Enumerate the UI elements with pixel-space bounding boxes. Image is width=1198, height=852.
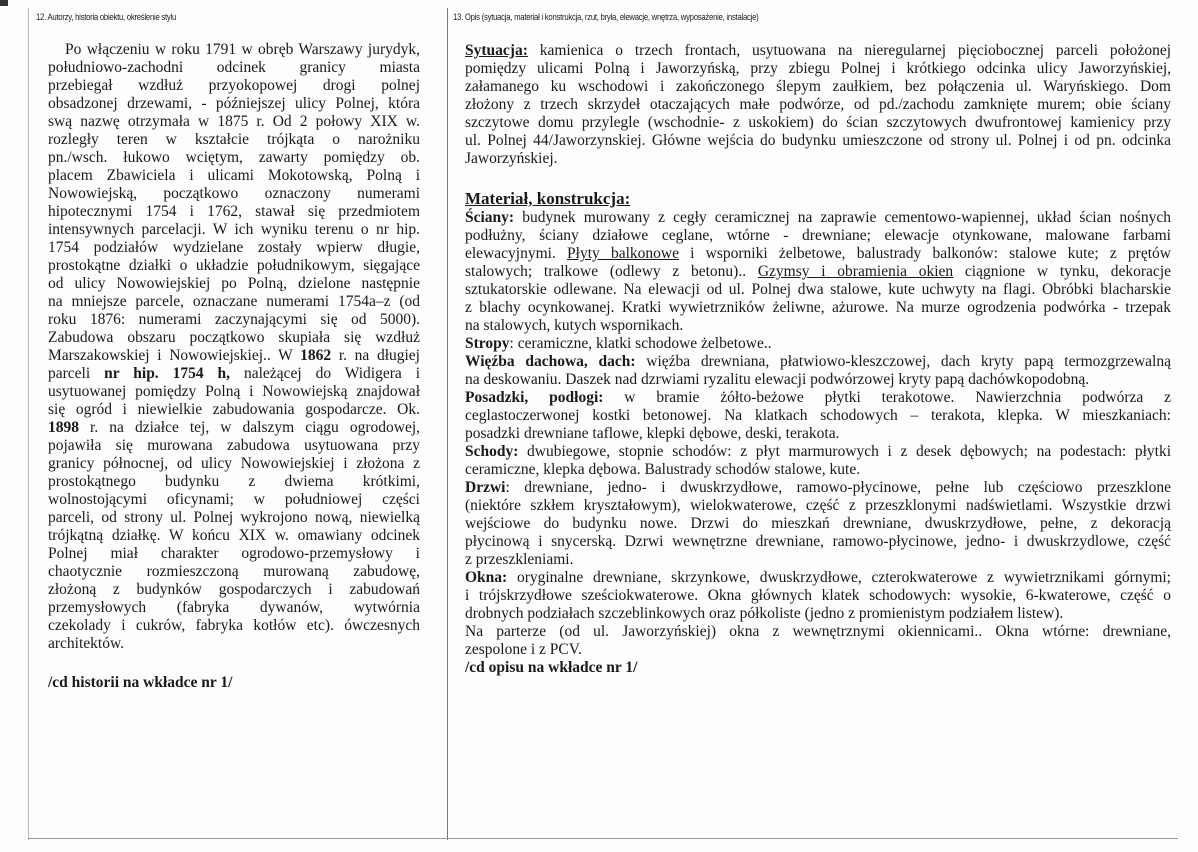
paragraph bbox=[465, 623, 1171, 659]
text-span: załamanego ku wschodowi i zakończonego ślepym zaułkiem, bez połączenia ul. Waryńskiego. Dom bbox=[465, 78, 1171, 95]
text-span: wolnostojącymi oficynami; w południowej części bbox=[48, 491, 420, 508]
text-span: usytuowanej pomiędzy Polną i Nowowiejską znajdował bbox=[48, 383, 420, 400]
paragraph bbox=[465, 443, 1171, 479]
text-span: szczytowe domu przylegle (wschodnie- z uskokiem) do ścian szczytowych dwufrontowej kamienicy przy bbox=[465, 114, 1171, 131]
text-span: się ogród i niewielkie zabudowania gospodarcze. Ok. bbox=[48, 401, 420, 418]
text-line bbox=[465, 189, 1171, 209]
text-line bbox=[48, 59, 420, 77]
text-line bbox=[465, 78, 1171, 96]
text-span: prostokątne działki o układzie południkowym, sięgające bbox=[48, 257, 420, 274]
text-line bbox=[48, 131, 420, 149]
description-column bbox=[465, 42, 1171, 677]
text-line bbox=[48, 185, 420, 203]
text-span: (niektóre szkłem kryształowym), wielokwaterowe, część z przeszklonymi nadświetlami. Wszystkie drzwi bbox=[465, 497, 1171, 514]
emphasized-text: /cd opisu na wkładce nr 1/ bbox=[465, 659, 638, 676]
text-line bbox=[48, 545, 420, 563]
text-span: czekolady i cukrów, fabryka kotłów etc). ówczesnych bbox=[48, 617, 420, 634]
page-border-left bbox=[28, 8, 29, 840]
text-line bbox=[48, 437, 420, 455]
text-span: r. na długiej bbox=[331, 347, 420, 364]
text-span: na stalowych, kutych wspornikach. bbox=[465, 317, 684, 334]
text-line bbox=[48, 293, 420, 311]
text-line bbox=[48, 527, 420, 545]
text-span: r. na działce tej, w dalszym ciągu ogrodowej, bbox=[79, 419, 420, 436]
text-span: Zabudowa obszaru początkowo skupiała się wzdłuż bbox=[48, 329, 420, 346]
text-line bbox=[48, 509, 420, 527]
text-span: płycinową i snycerską. Dzrwi wewnętrzne drewniane, ramowo-płycinowe, jedno- i dwuskrzydlowe, część bbox=[465, 533, 1171, 550]
text-line bbox=[48, 365, 420, 383]
text-span: przebiegał wzdłuż przyokopowej drogi polnej bbox=[48, 77, 420, 94]
text-span: pn./wsch. łukowo wciętym, zawarty pomiędzy ob. bbox=[48, 149, 420, 166]
text-span: placem Zbawiciela i ulicami Mokotowską, Polną i bbox=[48, 167, 420, 184]
text-line bbox=[48, 473, 420, 491]
text-line bbox=[48, 149, 420, 167]
text-span: południowo-zachodni odcinek granicy miasta bbox=[48, 59, 420, 76]
history-column bbox=[48, 41, 420, 692]
text-span: hipotecznymi 1754 i 1762, stawał się przedmiotem bbox=[48, 203, 420, 220]
text-line bbox=[465, 209, 1171, 227]
emphasized-text: Drzwi bbox=[465, 479, 506, 496]
text-span: drobnych podziałach szczeblinkowych oraz półkoliste (jedno z promienistym podziałem listew). bbox=[465, 605, 1064, 622]
text-span: trójkątną działkę. W końcu XIX w. omawiany odcinek bbox=[48, 527, 420, 544]
text-span: złożony z trzech skrzydeł otaczających małe podwórze, od pd./zachodu zamknięte murem; obie ściany bbox=[465, 96, 1171, 113]
text-span: intensywnych parcelacji. W ich wyniku terenu o nr hip. bbox=[48, 221, 420, 238]
text-line bbox=[465, 317, 1171, 335]
text-line bbox=[465, 60, 1171, 78]
text-span: w bramie żółto-beżowe płytki terakotowe. Nawierzchnia podwórza z bbox=[603, 389, 1171, 406]
text-line bbox=[48, 674, 420, 692]
text-line bbox=[465, 407, 1171, 425]
text-span: i trójskrzydłowe sześciokwaterowe. Okna głównych klatek schodowych: wysokie, 6-kwaterowe, część o bbox=[465, 587, 1171, 604]
text-line bbox=[465, 479, 1171, 497]
text-line bbox=[48, 221, 420, 239]
paragraph bbox=[465, 42, 1171, 168]
text-span: pojawiła się murowana zabudowa usytuowana przy bbox=[48, 437, 420, 454]
text-span: Polnej miał charakter ogrodowo-przemysłowy i bbox=[48, 545, 420, 562]
text-line bbox=[465, 371, 1171, 389]
text-line bbox=[465, 497, 1171, 515]
paragraph bbox=[465, 209, 1171, 335]
text-span: : ceramiczne, klatki schodowe żelbetowe.. bbox=[509, 335, 772, 352]
emphasized-text: nr hip. 1754 h, bbox=[104, 365, 231, 382]
text-span: : drewniane, jedno- i dwuskrzydłowe, ramowo-płycinowe, pełne lub częściowo przeszklone bbox=[505, 479, 1171, 496]
text-line bbox=[48, 257, 420, 275]
text-span: parceli bbox=[48, 365, 105, 382]
text-line bbox=[465, 263, 1171, 281]
paragraph bbox=[465, 335, 1171, 353]
text-line bbox=[465, 132, 1171, 150]
text-span: dwubiegowe, stopnie schodów: z płyt marmurowych i z desek dębowych; na podestach: płytki bbox=[518, 443, 1171, 460]
text-line bbox=[465, 443, 1171, 461]
text-line bbox=[48, 167, 420, 185]
text-span: ceglastoczerwonej kostki betonowej. Na klatkach schodowych – terakota, klepka. W mieszkaniach: bbox=[465, 407, 1171, 424]
text-span: na deskowaniu. Daszek nad dzrwiami ryzalitu elewacji podwórzowej kryty papą dachówkopodobną. bbox=[465, 371, 1090, 388]
text-line bbox=[465, 587, 1171, 605]
emphasized-text: 1898 bbox=[48, 419, 79, 436]
text-span: ciągnione w tynku, dekoracje bbox=[953, 263, 1171, 280]
paragraph-gap bbox=[48, 653, 420, 674]
text-line bbox=[465, 42, 1171, 60]
text-line bbox=[465, 533, 1171, 551]
emphasized-text: Ściany: bbox=[465, 209, 515, 226]
text-span: roku 1876: numerami zaczynającymi się od 5000). bbox=[48, 311, 420, 328]
scan-corner-mark bbox=[0, 0, 8, 6]
paragraph bbox=[465, 353, 1171, 389]
text-span: złożoną z budynków gospodarczych i zabudowań bbox=[48, 581, 420, 598]
text-line bbox=[48, 95, 420, 113]
text-span: na mniejsze parcele, oznaczane numerami 1754a–z (od bbox=[48, 293, 420, 310]
text-line bbox=[48, 41, 420, 59]
text-span: swą nazwę otrzymała w 1875 r. Od 2 połowy XIX w. bbox=[48, 113, 420, 130]
text-line bbox=[465, 659, 1171, 677]
paragraph bbox=[465, 569, 1171, 623]
emphasized-text: Więźba dachowa, dach: bbox=[465, 353, 636, 370]
text-line bbox=[465, 245, 1171, 263]
text-span: Jaworzyńskiej. bbox=[465, 150, 558, 167]
text-span: sztukatorskie odlewane. Na elewacji od ul. Polnej dwa stalowe, kute uchwyty na flagi. Obróbki blacharskie bbox=[465, 281, 1171, 298]
text-span: Na parterze (od ul. Jaworzyńskiej) okna z wewnętrznymi okiennicami.. Okna wtórne: drewniane, bbox=[465, 623, 1171, 640]
emphasized-text: Posadzki, podłogi: bbox=[465, 389, 604, 406]
paragraph bbox=[48, 41, 420, 653]
emphasized-text: Gzymsy i obramienia okien bbox=[757, 263, 954, 280]
text-span: ceramiczne, klepka dębowa. Balustrady schodów stalowe, kute. bbox=[465, 461, 861, 478]
text-span: elewacyjnymi. bbox=[465, 245, 568, 262]
paragraph bbox=[48, 674, 420, 692]
column-divider bbox=[447, 8, 448, 840]
text-line bbox=[465, 227, 1171, 245]
text-line bbox=[465, 425, 1171, 443]
text-line bbox=[465, 150, 1171, 168]
text-line bbox=[465, 515, 1171, 533]
emphasized-text: Schody: bbox=[465, 443, 519, 460]
text-span: podłużny, ściany działowe ceglane, wtórne - drewniane; elewacje otynkowane, malowane farbami bbox=[465, 227, 1171, 244]
text-span: przemysłowych (fabryka dywanów, wytwórnia bbox=[48, 599, 420, 616]
text-line bbox=[48, 563, 420, 581]
emphasized-text: Materiał, konstrukcja: bbox=[465, 189, 631, 208]
paragraph-gap bbox=[465, 168, 1171, 189]
paragraph bbox=[465, 659, 1171, 677]
text-span: oryginalne drewniane, skrzynkowe, dwuskrzydłowe, czterokwaterowe z wywietrznikami górnymi; bbox=[507, 569, 1171, 586]
text-line bbox=[48, 635, 420, 653]
text-span: kamienica o trzech frontach, usytuowana na nieregularnej pięciobocznej parceli położonej bbox=[527, 42, 1171, 59]
text-span: z przeszkleniami. bbox=[465, 551, 574, 568]
text-line bbox=[48, 311, 420, 329]
text-line bbox=[465, 569, 1171, 587]
text-line bbox=[48, 203, 420, 221]
text-span: Nowowiejską, początkowo oznaczony numerami bbox=[48, 185, 420, 202]
text-span: zespolone i z PCV. bbox=[465, 641, 582, 658]
emphasized-text: Sytuacja: bbox=[465, 42, 528, 59]
emphasized-text: Okna: bbox=[465, 569, 508, 586]
text-span: prostokątnego budynku z dwiema krótkimi, bbox=[48, 473, 420, 490]
text-line bbox=[465, 335, 1171, 353]
text-span: i wsporniki żelbetowe, balustrady balkonów: stalowe kute; z prętów bbox=[678, 245, 1171, 262]
text-line bbox=[465, 299, 1171, 317]
section-13-header: 13. Opis (sytuacja, materiał i konstrukcja, rzut, bryła, elewacje, wnętrza, wyposażenie, instalacje) bbox=[453, 12, 759, 22]
text-line bbox=[48, 239, 420, 257]
text-line bbox=[465, 551, 1171, 569]
text-line bbox=[465, 96, 1171, 114]
text-line bbox=[48, 419, 420, 437]
text-span: od ulicy Nowowiejskiej po Polną, dzielone następnie bbox=[48, 275, 420, 292]
text-line bbox=[465, 623, 1171, 641]
text-span: obsadzonej drzewami, - późniejszej ulicy Polnej, która bbox=[48, 95, 420, 112]
text-span: parceli, od strony ul. Polnej wykrojono nową, niewielką bbox=[48, 509, 420, 526]
emphasized-text: Stropy bbox=[465, 335, 510, 352]
text-span: rozległy teren w kształcie trójkąta o narożniku bbox=[48, 131, 420, 148]
text-line bbox=[48, 77, 420, 95]
text-span: stalowych; tralkowe (odlewy z betonu).. bbox=[465, 263, 758, 280]
text-span: z blachy ocynkowanej. Kratki wywietrzników żeliwne, ażurowe. Na murze ogrodzenia podwórka - trzepak bbox=[465, 299, 1171, 316]
text-span: 1754 podziałów wydzielane zostały wpierw długie, bbox=[48, 239, 420, 256]
text-line bbox=[465, 114, 1171, 132]
text-line bbox=[465, 353, 1171, 371]
page-border-bottom bbox=[28, 838, 1178, 839]
text-line bbox=[465, 641, 1171, 659]
text-line bbox=[48, 383, 420, 401]
text-span: wejściowe do budynku nowe. Drzwi do mieszkań drewniane, dwuskrzydłowe, pełne, z dekoracją bbox=[465, 515, 1171, 532]
text-span: należącej do Widigera i bbox=[230, 365, 421, 382]
text-line bbox=[48, 329, 420, 347]
emphasized-text: 1862 bbox=[300, 347, 332, 364]
text-line bbox=[48, 275, 420, 293]
text-line bbox=[48, 599, 420, 617]
text-line bbox=[465, 605, 1171, 623]
text-span: pomiędzy ulicami Polną i Jaworzyńską, przy zbiegu Polnej i krótkiego odcinka ulicy Jaworzyńskiej, bbox=[465, 60, 1171, 77]
text-line bbox=[465, 281, 1171, 299]
text-line bbox=[48, 113, 420, 131]
text-line bbox=[48, 581, 420, 599]
text-span: chaotycznie rozmieszczoną murowaną zabudowę, bbox=[48, 563, 420, 580]
text-line bbox=[465, 389, 1171, 407]
text-span: Marszakowskiej i Nowowiejskiej.. W bbox=[48, 347, 301, 364]
section-heading bbox=[465, 189, 1171, 209]
text-span: Po włączeniu w roku 1791 w obręb Warszawy jurydyk, bbox=[65, 41, 420, 58]
text-span: budynek murowany z cegły ceramicznej na zaprawie cementowo-wapiennej, układ ścian nośnych bbox=[514, 209, 1171, 226]
emphasized-text: /cd historii na wkładce nr 1/ bbox=[48, 674, 233, 691]
text-line bbox=[465, 461, 1171, 479]
text-span: posadzki drewniane taflowe, klepki dębowe, deski, terakota. bbox=[465, 425, 840, 442]
text-span: architektów. bbox=[48, 635, 125, 652]
emphasized-text: Płyty balkonowe bbox=[567, 245, 679, 262]
text-span: ul. Polnej 44/Jaworzynskiej. Główne wejścia do budynku umieszczone od strony ul. Polnej i od pn. odcinka bbox=[465, 132, 1171, 149]
text-line bbox=[48, 617, 420, 635]
text-span: granicy północnej, od ulicy Nowowiejskiej i złożona z bbox=[48, 455, 420, 472]
paragraph bbox=[465, 389, 1171, 443]
text-line bbox=[48, 401, 420, 419]
text-line bbox=[48, 491, 420, 509]
text-line bbox=[48, 347, 420, 365]
text-line bbox=[48, 455, 420, 473]
text-span: więźba drewniana, płatwiowo-kleszczowej, dach kryty papą termozgrzewalną bbox=[635, 353, 1171, 370]
section-12-header: 12. Autorzy, historia obiektu, określenie stylu bbox=[36, 12, 177, 22]
paragraph bbox=[465, 479, 1171, 569]
